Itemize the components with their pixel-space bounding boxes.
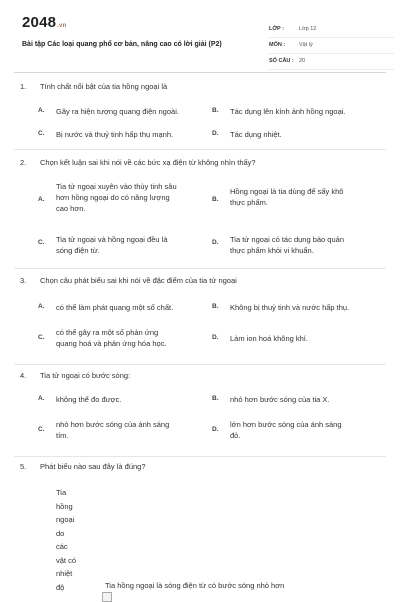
question-text: Tia tử ngoại có bước sóng: bbox=[40, 371, 131, 380]
question-3 bbox=[20, 276, 390, 348]
option-text: Gây ra hiện tượng quang điện ngoài. bbox=[56, 107, 179, 116]
question-number: 5. bbox=[20, 462, 27, 471]
option-line: sóng điện từ. bbox=[56, 246, 100, 255]
option-text bbox=[56, 419, 221, 441]
logo-suffix: .vn bbox=[57, 23, 67, 29]
option-line: do bbox=[56, 528, 65, 538]
option-line: đỏ. bbox=[230, 431, 241, 440]
meta-table bbox=[269, 22, 394, 70]
option-letter: C. bbox=[38, 239, 45, 246]
option-text: Làm ion hoá không khí. bbox=[230, 334, 308, 343]
option-text: Không bị thuỷ tinh và nước hấp thụ. bbox=[230, 303, 350, 312]
meta-value: Vật lý bbox=[299, 42, 313, 48]
option-text bbox=[56, 486, 96, 594]
option-text bbox=[56, 234, 221, 256]
option-line: có thể gây ra một số phản ứng bbox=[56, 328, 159, 337]
document-title: Bài tập Các loại quang phổ cơ bản, nâng cao có lời giải (P2) bbox=[22, 41, 222, 48]
option-line: Tia tử ngoại và hồng ngoại đều là bbox=[56, 235, 168, 244]
option-a[interactable] bbox=[38, 107, 208, 119]
question-text: Chọn câu phát biểu sai khi nói về đặc điểm của tia tử ngoại bbox=[40, 276, 237, 285]
option-a[interactable] bbox=[38, 486, 98, 600]
option-letter: B. bbox=[212, 107, 219, 114]
option-text bbox=[56, 181, 221, 214]
option-letter: D. bbox=[212, 334, 219, 341]
option-b[interactable] bbox=[212, 186, 387, 210]
option-text: Bị nước và thuỷ tinh hấp thụ mạnh. bbox=[56, 130, 174, 139]
option-line: Tia tử ngoại xuyên vào thủy tinh sâu bbox=[56, 182, 177, 191]
option-c[interactable] bbox=[38, 419, 213, 443]
question-text: Phát biểu nào sau đây là đúng? bbox=[40, 462, 146, 471]
question-number: 2. bbox=[20, 158, 27, 167]
question-number: 3. bbox=[20, 276, 27, 285]
option-line: Hồng ngoại là tia dùng để sấy khô bbox=[230, 187, 344, 196]
option-line: ngoại bbox=[56, 515, 75, 524]
option-b[interactable] bbox=[105, 580, 375, 592]
option-text: không thể đo được. bbox=[56, 395, 122, 404]
option-text: Tác dụng lên kính ảnh hồng ngoại. bbox=[230, 107, 346, 116]
option-text: Tia hồng ngoại là sóng điện từ có bước sóng nhỏ hơn bbox=[105, 581, 285, 590]
option-line: nhiệt bbox=[56, 569, 73, 578]
option-b[interactable] bbox=[212, 303, 392, 315]
meta-row-subject bbox=[269, 38, 394, 54]
question-stem bbox=[20, 462, 390, 474]
option-letter: C. bbox=[38, 426, 45, 433]
option-letter: A. bbox=[38, 196, 45, 203]
option-line: lớn hơn bước sóng của ánh sáng bbox=[230, 420, 342, 429]
meta-key: MÔN : bbox=[269, 42, 286, 48]
meta-key: LỚP : bbox=[269, 26, 284, 32]
option-d[interactable] bbox=[212, 234, 387, 258]
question-2 bbox=[20, 158, 390, 255]
option-d[interactable] bbox=[212, 419, 387, 443]
option-letter: C. bbox=[38, 130, 45, 137]
option-text bbox=[230, 419, 390, 441]
option-letter: A. bbox=[38, 107, 45, 114]
broken-image-icon bbox=[102, 592, 112, 602]
option-line: Tia tử ngoại có tác dụng bảo quản bbox=[230, 235, 344, 244]
option-d[interactable] bbox=[212, 130, 382, 142]
option-text: nhỏ hơn bước sóng của tia X. bbox=[230, 395, 330, 404]
logo-text: 2048 bbox=[22, 14, 57, 31]
question-divider bbox=[14, 268, 386, 269]
header-divider bbox=[14, 72, 386, 73]
option-letter: C. bbox=[38, 334, 45, 341]
option-letter: D. bbox=[212, 426, 219, 433]
document-header bbox=[14, 8, 386, 70]
question-4 bbox=[20, 371, 390, 440]
option-line: Tia bbox=[56, 488, 67, 497]
option-letter: B. bbox=[212, 395, 219, 402]
option-letter: A. bbox=[38, 395, 45, 402]
question-divider bbox=[14, 456, 386, 457]
option-line: hơn hồng ngoại do có năng lượng bbox=[56, 193, 170, 202]
option-line: thực phẩm khỏi vi khuẩn. bbox=[230, 246, 314, 255]
site-logo[interactable] bbox=[22, 14, 66, 31]
option-a[interactable] bbox=[38, 395, 213, 407]
question-number: 1. bbox=[20, 82, 27, 91]
question-number: 4. bbox=[20, 371, 27, 380]
option-line: cao hơn. bbox=[56, 204, 86, 213]
option-c[interactable] bbox=[38, 234, 213, 258]
option-letter: D. bbox=[212, 130, 219, 137]
option-letter: B. bbox=[212, 303, 219, 310]
option-line: độ bbox=[56, 582, 65, 592]
question-stem bbox=[20, 371, 390, 383]
option-line: thực phẩm. bbox=[230, 198, 268, 207]
option-b[interactable] bbox=[212, 107, 382, 119]
option-a[interactable] bbox=[38, 303, 213, 315]
option-letter: D. bbox=[212, 239, 219, 246]
meta-row-count bbox=[269, 54, 394, 70]
option-line: tím. bbox=[56, 431, 69, 440]
meta-value: Lớp 12 bbox=[299, 26, 317, 32]
option-c[interactable] bbox=[38, 327, 213, 351]
option-line: vật có bbox=[56, 555, 77, 565]
option-text bbox=[230, 234, 390, 256]
question-text: Chọn kết luận sai khi nói về các bức xạ điện từ không nhìn thấy? bbox=[40, 158, 256, 167]
meta-key: SỐ CÂU : bbox=[269, 58, 294, 64]
question-text: Tính chất nổi bật của tia hồng ngoại là bbox=[40, 82, 168, 91]
question-divider bbox=[14, 149, 386, 150]
option-text bbox=[230, 186, 390, 208]
option-text: Tác dụng nhiệt. bbox=[230, 130, 282, 139]
option-letter: A. bbox=[38, 303, 45, 310]
option-line: hồng bbox=[56, 501, 73, 511]
option-text: có thể làm phát quang một số chất. bbox=[56, 303, 174, 312]
question-stem bbox=[20, 82, 390, 94]
option-text bbox=[56, 327, 221, 349]
option-line: các bbox=[56, 542, 68, 551]
question-5 bbox=[20, 462, 390, 592]
meta-row-class bbox=[269, 22, 394, 38]
option-line: quang hoá và phản ứng hóa học. bbox=[56, 339, 167, 348]
question-divider bbox=[14, 364, 386, 365]
option-line: nhỏ hơn bước sóng của ánh sáng bbox=[56, 420, 170, 429]
option-d[interactable] bbox=[212, 334, 387, 346]
meta-value: 20 bbox=[299, 58, 306, 64]
option-a[interactable] bbox=[38, 181, 213, 217]
question-stem bbox=[20, 158, 390, 170]
question-stem bbox=[20, 276, 390, 288]
option-c[interactable] bbox=[38, 130, 208, 142]
option-letter: B. bbox=[212, 196, 219, 203]
question-1 bbox=[20, 82, 390, 139]
option-b[interactable] bbox=[212, 395, 387, 407]
